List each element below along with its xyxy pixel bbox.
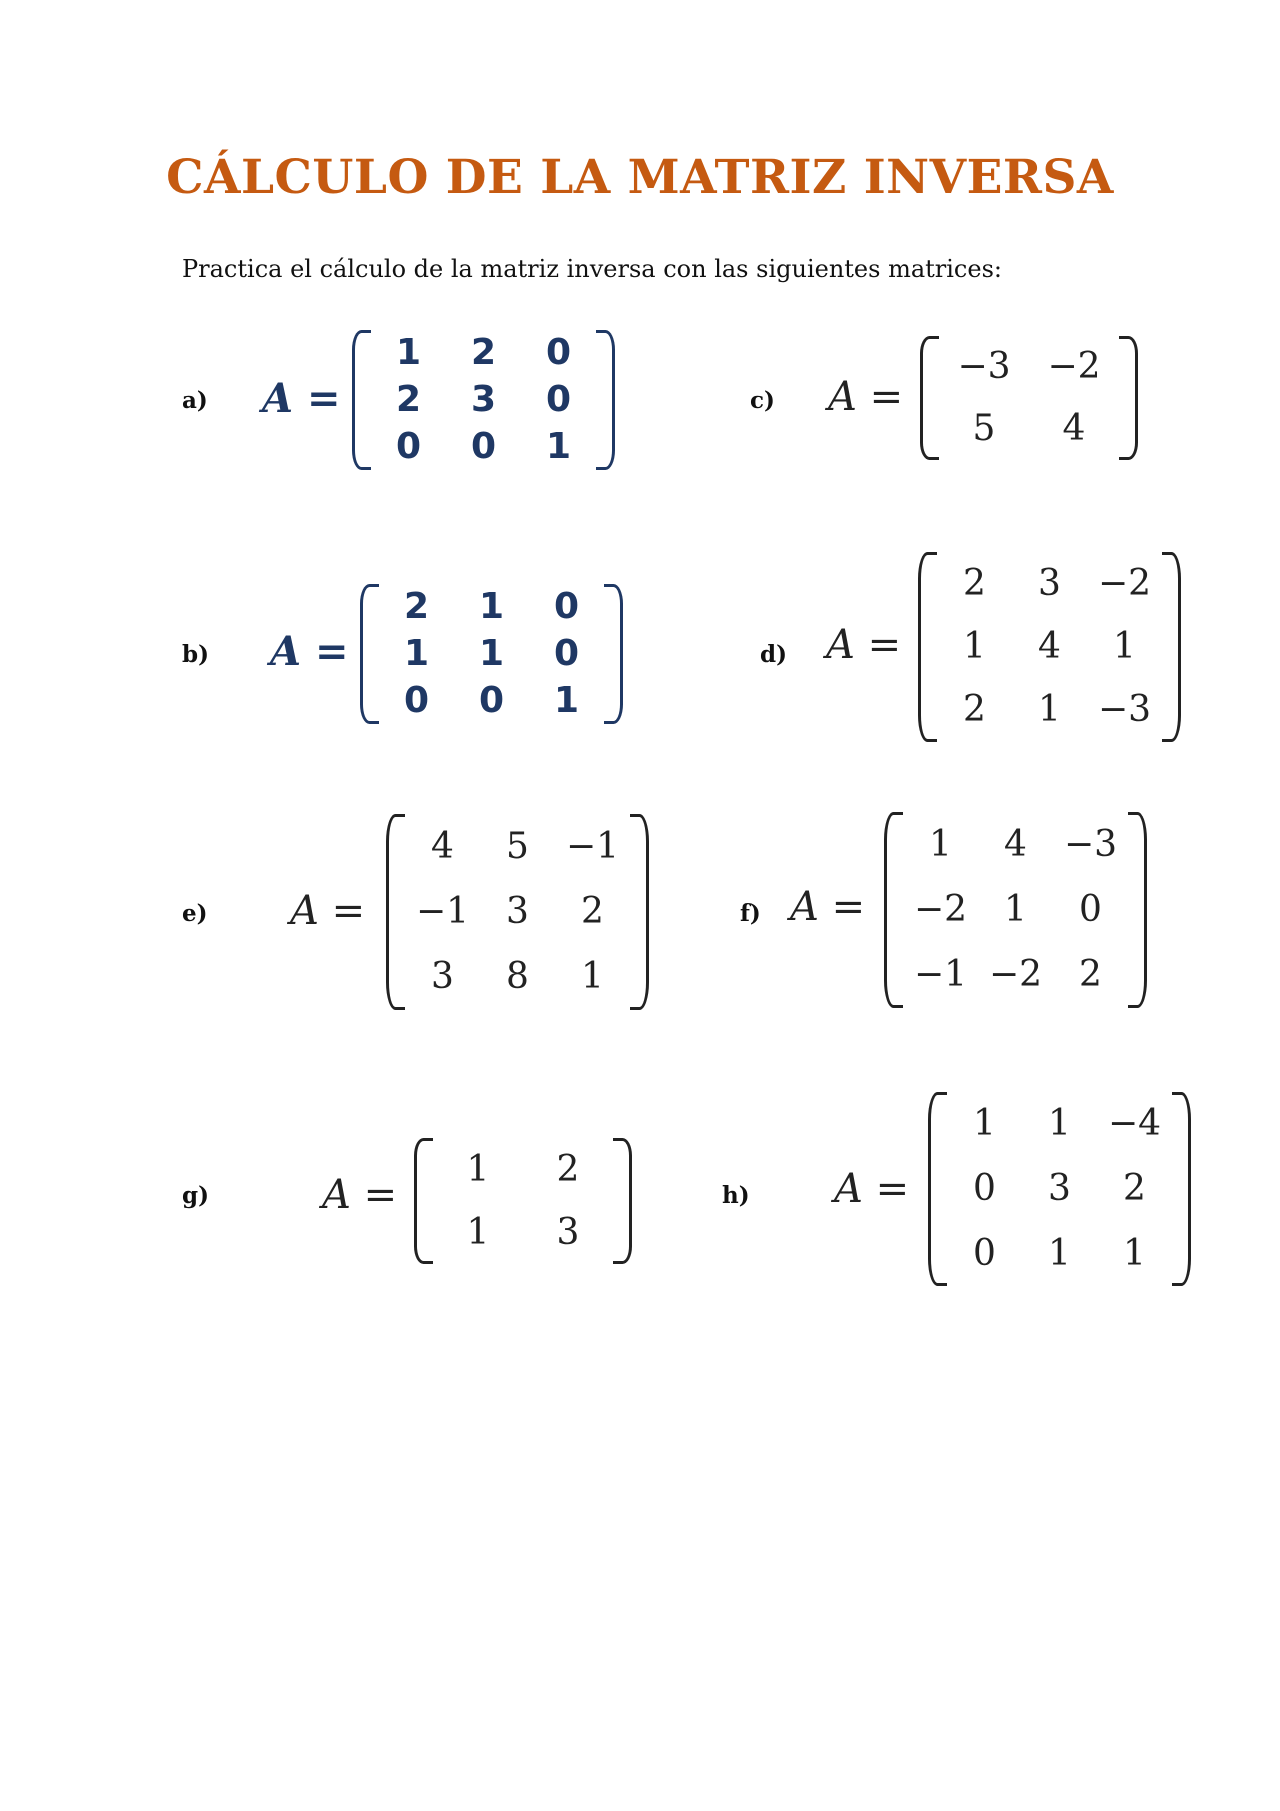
equation-e: A = [290, 888, 366, 934]
matrix-cell: −3 [957, 346, 1011, 387]
equation-f: A = [790, 884, 866, 930]
matrix-cell: −4 [1107, 1103, 1162, 1145]
matrix-cell: 3 [431, 956, 454, 998]
matrix-grid [947, 1092, 1172, 1286]
page-title: CÁLCULO DE LA MATRIZ INVERSA [166, 150, 1114, 205]
matrix-cell: 2 [470, 332, 497, 374]
matrix-cell: 0 [545, 332, 572, 374]
exercise-label-e: e) [182, 900, 208, 927]
matrix-f [884, 812, 1147, 1008]
exercise-label-d: d) [760, 641, 787, 668]
equation-a: A = [262, 375, 341, 422]
matrix-cell: 3 [506, 890, 529, 932]
left-parenthesis [928, 1092, 947, 1286]
matrix-cell: 1 [581, 956, 604, 998]
matrix-cell: 0 [545, 378, 572, 420]
matrix-cell: 4 [1038, 625, 1061, 667]
matrix-cell: 1 [466, 1211, 490, 1253]
matrix-cell: 2 [395, 378, 422, 420]
matrix-cell: 1 [963, 625, 986, 667]
matrix-cell: 0 [403, 679, 430, 721]
left-parenthesis [352, 330, 371, 470]
matrix-grid [939, 336, 1119, 460]
matrix-h [928, 1092, 1191, 1286]
right-parenthesis [596, 330, 615, 470]
matrix-cell: 0 [395, 425, 422, 467]
matrix-cell: 0 [470, 425, 497, 467]
exercise-label-b: b) [182, 641, 209, 668]
right-parenthesis [1162, 552, 1181, 742]
matrix-grid [937, 552, 1162, 742]
matrix-cell: −3 [1063, 823, 1118, 865]
matrix-cell: 0 [553, 632, 580, 674]
equation-b: A = [270, 628, 349, 675]
exercise-label-a: a) [182, 387, 208, 414]
equation-d: A = [826, 622, 902, 668]
matrix-cell: −2 [1097, 562, 1152, 604]
matrix-cell: −1 [565, 825, 620, 867]
exercise-label-f: f) [740, 900, 761, 927]
matrix-cell: 1 [466, 1148, 490, 1190]
matrix-cell: 1 [403, 632, 430, 674]
matrix-cell: 4 [431, 825, 454, 867]
matrix-cell: 1 [1048, 1232, 1071, 1274]
exercise-label-c: c) [750, 387, 775, 414]
matrix-cell: 0 [1079, 888, 1102, 930]
left-parenthesis [360, 584, 379, 724]
matrix-cell: 2 [963, 562, 986, 604]
matrix-cell: 1 [1123, 1232, 1146, 1274]
matrix-cell: −3 [1097, 689, 1152, 731]
matrix-cell: −2 [988, 954, 1043, 996]
matrix-cell: 0 [553, 586, 580, 628]
matrix-cell: 1 [1113, 625, 1136, 667]
equation-g: A = [322, 1172, 398, 1218]
matrix-cell: 1 [478, 586, 505, 628]
right-parenthesis [1172, 1092, 1191, 1286]
matrix-cell: 1 [1004, 888, 1027, 930]
matrix-cell: 1 [973, 1103, 996, 1145]
left-parenthesis [918, 552, 937, 742]
matrix-cell: 1 [553, 679, 580, 721]
matrix-cell: 1 [1038, 689, 1061, 731]
right-parenthesis [630, 814, 649, 1010]
left-parenthesis [386, 814, 405, 1010]
equation-h: A = [834, 1166, 910, 1212]
right-parenthesis [604, 584, 623, 724]
right-parenthesis [1119, 336, 1138, 460]
matrix-grid [405, 814, 630, 1010]
matrix-cell: 2 [963, 689, 986, 731]
left-parenthesis [920, 336, 939, 460]
matrix-c [920, 336, 1138, 460]
matrix-cell: 8 [506, 956, 529, 998]
matrix-grid [371, 330, 596, 470]
matrix-cell: 2 [556, 1148, 580, 1190]
matrix-cell: −2 [1047, 346, 1101, 387]
matrix-d [918, 552, 1181, 742]
matrix-cell: 1 [395, 332, 422, 374]
matrix-cell: 3 [1048, 1167, 1071, 1209]
matrix-cell: −1 [913, 954, 968, 996]
matrix-b [360, 584, 623, 724]
matrix-cell: 1 [478, 632, 505, 674]
left-parenthesis [884, 812, 903, 1008]
matrix-grid [903, 812, 1128, 1008]
matrix-cell: 3 [556, 1211, 580, 1253]
matrix-cell: −2 [913, 888, 968, 930]
right-parenthesis [613, 1138, 632, 1264]
matrix-cell: 5 [972, 408, 996, 449]
exercise-label-h: h) [722, 1182, 750, 1209]
matrix-cell: 2 [1123, 1167, 1146, 1209]
matrix-cell: 1 [545, 425, 572, 467]
matrix-cell: 1 [929, 823, 952, 865]
matrix-cell: 2 [1079, 954, 1102, 996]
matrix-cell: 0 [973, 1232, 996, 1274]
equation-c: A = [828, 374, 904, 420]
matrix-a [352, 330, 615, 470]
matrix-cell: −1 [415, 890, 470, 932]
matrix-cell: 4 [1004, 823, 1027, 865]
left-parenthesis [414, 1138, 433, 1264]
matrix-cell: 2 [403, 586, 430, 628]
exercise-label-g: g) [182, 1182, 209, 1209]
matrix-cell: 1 [1048, 1103, 1071, 1145]
matrix-cell: 3 [1038, 562, 1061, 604]
matrix-cell: 2 [581, 890, 604, 932]
matrix-grid [379, 584, 604, 724]
matrix-cell: 5 [506, 825, 529, 867]
matrix-cell: 0 [478, 679, 505, 721]
matrix-grid [433, 1138, 613, 1264]
matrix-cell: 3 [470, 378, 497, 420]
intro-text: Practica el cálculo de la matriz inversa con las siguientes matrices: [182, 255, 1002, 283]
matrix-cell: 4 [1062, 408, 1086, 449]
matrix-cell: 0 [973, 1167, 996, 1209]
matrix-e [386, 814, 649, 1010]
matrix-g [414, 1138, 632, 1264]
right-parenthesis [1128, 812, 1147, 1008]
